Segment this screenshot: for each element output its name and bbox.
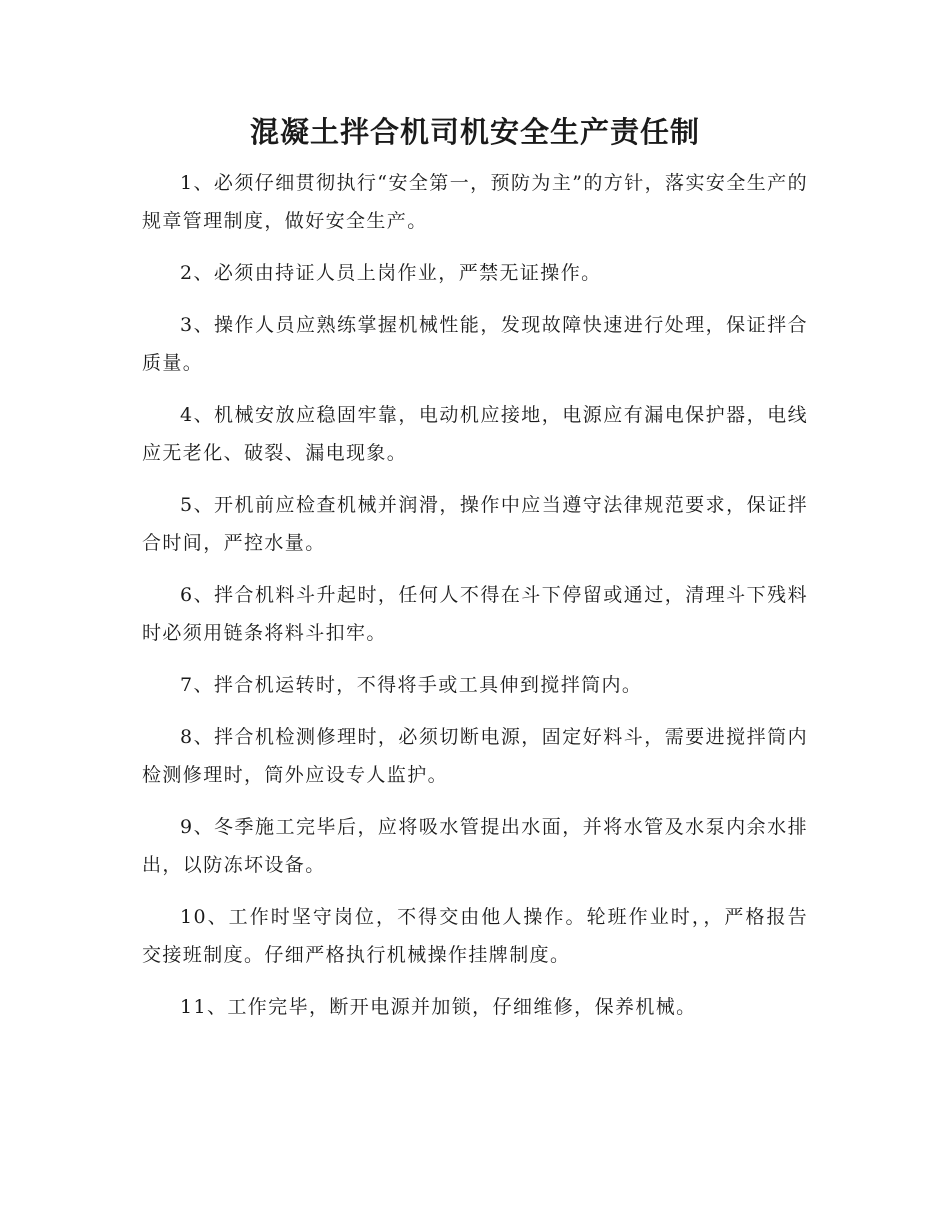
paragraph-10: 10、工作时坚守岗位，不得交由他人操作。轮班作业时，，严格报告交接班制度。仔细严格执行机械操作挂牌制度。 xyxy=(142,906,808,966)
paragraph-11: 11、工作完毕，断开电源并加锁，仔细维修，保养机械。 xyxy=(180,996,697,1018)
paragraph-1: 1、必须仔细贯彻执行“安全第一，预防为主”的方针，落实安全生产的规章管理制度，做好安全生产。 xyxy=(142,172,808,232)
document-title: 混凝土拌合机司机安全生产责任制 xyxy=(249,115,700,149)
paragraph-7: 7、拌合机运转时，不得将手或工具伸到搅拌筒内。 xyxy=(180,674,643,696)
document-body xyxy=(142,164,808,1040)
paragraph-9: 9、冬季施工完毕后，应将吸水管提出水面，并将水管及水泵内余水排出，以防冻坏设备。 xyxy=(142,816,808,876)
paragraph-8: 8、拌合机检测修理时，必须切断电源，固定好料斗，需要进搅拌筒内检测修理时，筒外应设专人监护。 xyxy=(142,726,808,786)
paragraph-6: 6、拌合机料斗升起时，任何人不得在斗下停留或通过，清理斗下残料时必须用链条将料斗扣牢。 xyxy=(142,584,808,644)
paragraph-2: 2、必须由持证人员上岗作业，严禁无证操作。 xyxy=(180,262,602,284)
paragraph-3: 3、操作人员应熟练掌握机械性能，发现故障快速进行处理，保证拌合质量。 xyxy=(142,314,808,374)
paragraph-5: 5、开机前应检查机械并润滑，操作中应当遵守法律规范要求，保证拌合时间，严控水量。 xyxy=(142,494,808,554)
paragraph-4: 4、机械安放应稳固牢靠，电动机应接地，电源应有漏电保护器，电线应无老化、破裂、漏电现象。 xyxy=(142,404,808,464)
